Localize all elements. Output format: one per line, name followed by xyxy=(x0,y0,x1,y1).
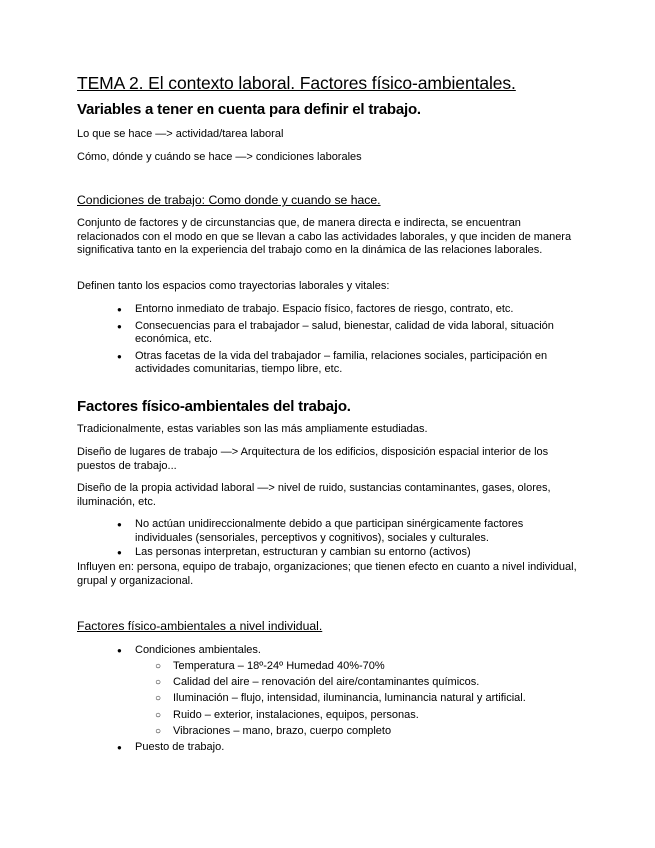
sub-bullet-list xyxy=(155,660,585,741)
paragraph: Influyen en: persona, equipo de trabajo, organizaciones; que tienen efecto en cuanto a nivel individual, grupal y organizacional. xyxy=(77,561,577,587)
bullet-list xyxy=(117,518,582,560)
bullet-list xyxy=(117,741,582,758)
section-heading-variables: Variables a tener en cuenta para definir el trabajo. xyxy=(77,101,421,118)
text-line: Cómo, dónde y cuándo se hace —> condiciones laborales xyxy=(77,151,362,163)
paragraph: Diseño de lugares de trabajo —> Arquitectura de los edificios, disposición espacial interior de los puestos de trabajo... xyxy=(77,446,549,472)
paragraph: Diseño de la propia actividad laboral —> nivel de ruido, sustancias contaminantes, gases, olores, iluminación, etc. xyxy=(77,482,551,508)
paragraph: Tradicionalmente, estas variables son las más ampliamente estudiadas. xyxy=(77,423,428,435)
document-title: TEMA 2. El contexto laboral. Factores físico-ambientales. xyxy=(77,73,516,93)
subsection-heading-condiciones: Condiciones de trabajo: Como donde y cuando se hace. xyxy=(77,193,381,207)
sub-list-item: ○ Iluminación – flujo, intensidad, iluminancia, luminancia natural y artificial. xyxy=(155,692,585,706)
sub-list-item: ○ Calidad del aire – renovación del aire/contaminantes químicos. xyxy=(155,676,585,690)
list-item: ● Condiciones ambientales. xyxy=(117,644,582,658)
paragraph: Conjunto de factores y de circunstancias que, de manera directa e indirecta, se encuentran relacionados con el modo en que se llevan a cabo las actividades laborales, y que inciden de manera significativa tanto en la experiencia del trabajo como en la dinámica de las relaciones laborales. xyxy=(77,217,572,257)
subsection-heading-individual: Factores físico-ambientales a nivel individual. xyxy=(77,619,323,633)
text-line: Lo que se hace —> actividad/tarea laboral xyxy=(77,128,284,140)
list-item: ● Entorno inmediato de trabajo. Espacio físico, factores de riesgo, contrato, etc. xyxy=(117,303,582,317)
section-heading-factores: Factores físico-ambientales del trabajo. xyxy=(77,398,351,415)
sub-list-item: ○ Vibraciones – mano, brazo, cuerpo completo xyxy=(155,725,585,739)
list-item: ● Puesto de trabajo. xyxy=(117,741,582,755)
list-item: ● Consecuencias para el trabajador – salud, bienestar, calidad de vida laboral, situación económica, etc. xyxy=(117,320,582,347)
list-item: ● Las personas interpretan, estructuran y cambian su entorno (activos) xyxy=(117,546,582,560)
list-item: ● No actúan unidireccionalmente debido a que participan sinérgicamente factores individuales (sensoriales, perceptivos y cognitivos), sociales y culturales. xyxy=(117,518,582,545)
sub-list-item: ○ Temperatura – 18º-24º Humedad 40%-70% xyxy=(155,660,585,674)
bullet-list xyxy=(117,644,582,661)
list-item: ● Otras facetas de la vida del trabajador – familia, relaciones sociales, participación en actividades comunitarias, tiempo libre, etc. xyxy=(117,350,582,377)
bullet-list xyxy=(117,303,582,380)
paragraph: Definen tanto los espacios como trayectorias laborales y vitales: xyxy=(77,280,390,292)
sub-list-item: ○ Ruido – exterior, instalaciones, equipos, personas. xyxy=(155,709,585,723)
